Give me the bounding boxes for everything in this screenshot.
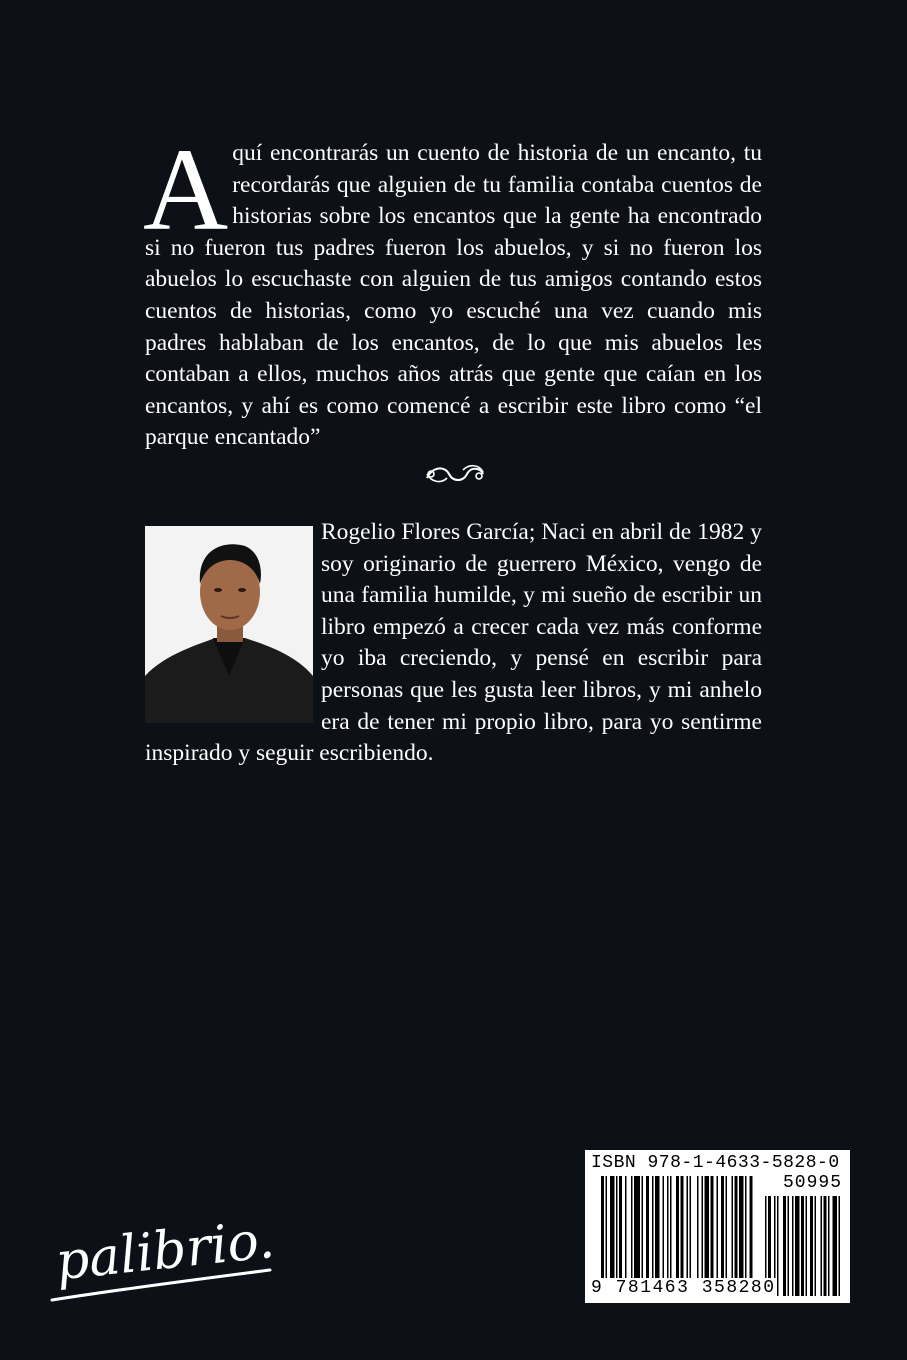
barcode-bar	[690, 1176, 692, 1280]
isbn-label: ISBN 978-1-4633-5828-0	[591, 1153, 840, 1173]
barcode-bar	[681, 1176, 684, 1280]
barcode-addon-bar	[821, 1196, 823, 1296]
barcode-bar	[610, 1176, 615, 1280]
barcode-addon-bar	[788, 1196, 790, 1296]
barcode-bar	[676, 1176, 679, 1280]
author-bio	[145, 517, 762, 770]
barcode-bar	[631, 1176, 633, 1280]
barcode-bar	[619, 1176, 622, 1280]
barcode-bar	[697, 1176, 699, 1280]
barcode-addon-bar	[833, 1196, 838, 1296]
barcode-bar	[655, 1176, 660, 1280]
isbn-barcode	[585, 1150, 850, 1303]
barcode-addon-bar	[792, 1196, 794, 1296]
barcode-addon-bar	[828, 1196, 830, 1296]
barcode-bar	[735, 1176, 738, 1280]
barcode-bar	[652, 1176, 654, 1280]
barcode-bar	[667, 1176, 669, 1280]
barcode-bar	[670, 1176, 672, 1280]
palibrio-logo	[48, 1208, 278, 1308]
barcode-addon-bar	[839, 1196, 841, 1296]
author-bio-text: Rogelio Flores García; Naci en abril de 1982 y soy originario de guerrero México, vengo de una familia humilde, y mi sueño de escribir un libro empezó a crecer cada vez más conforme yo iba creciendo, y pensé en escribir para personas que les gusta leer libros, y mi anhelo era de tener mi propio libro, para yo sentirme inspirado y seguir escribiendo.	[145, 519, 762, 767]
barcode-bar	[705, 1176, 710, 1280]
barcode-bar	[721, 1176, 724, 1280]
barcode-bar	[687, 1176, 689, 1280]
barcode-bar	[616, 1176, 618, 1280]
barcode-addon-bar	[815, 1196, 817, 1296]
price-code: 50995	[782, 1173, 842, 1193]
barcode-addon-bar	[801, 1196, 804, 1296]
barcode-bar	[702, 1176, 704, 1280]
barcode-addon-bar	[777, 1196, 779, 1296]
barcode-bar	[606, 1176, 608, 1280]
barcode-bar	[625, 1176, 627, 1280]
back-cover-blurb	[143, 124, 762, 454]
barcode-bar	[717, 1176, 719, 1280]
barcode-addon-bar	[824, 1196, 827, 1296]
ean-digits: 9 781463 358280	[591, 1278, 776, 1298]
barcode-bar	[726, 1176, 728, 1280]
barcode-bar	[739, 1176, 744, 1280]
barcode-bar	[634, 1176, 640, 1280]
drop-cap: A	[143, 124, 229, 255]
blurb-text: quí encontrarás un cuento de historia de un encanto, tu recordarás que alguien de tu familia contaba cuentos de historias sobre los encantos que la gente ha encontrado si no fueron tus padres fueron los abuelos, y si no fueron los abuelos lo escuchaste con alguien de tus amigos contando estos cuentos de historias, como yo escuché una vez cuando mis padres hablaban de los encantos, de lo que mis abuelos les contaban a ellos, muchos años atrás que gente que caían en los encantos, y ahí es como comencé a escribir este libro como “el parque encantado”	[145, 140, 762, 451]
flourish-ornament-icon	[423, 460, 487, 488]
barcode-bar	[646, 1176, 649, 1280]
svg-text:palibrio.: palibrio.	[52, 1209, 278, 1293]
barcode-bar	[750, 1176, 753, 1280]
barcode-bar	[732, 1176, 734, 1280]
barcode-bar	[601, 1176, 604, 1280]
barcode-bar	[711, 1176, 714, 1280]
barcode-addon-bar	[795, 1196, 800, 1296]
barcode-bar	[663, 1176, 665, 1280]
barcode-addon-bar	[783, 1196, 786, 1296]
barcode-addon-bar	[810, 1196, 813, 1296]
barcode-bar	[745, 1176, 747, 1280]
barcode-bar	[642, 1176, 644, 1280]
barcode-addon-bar	[806, 1196, 808, 1296]
